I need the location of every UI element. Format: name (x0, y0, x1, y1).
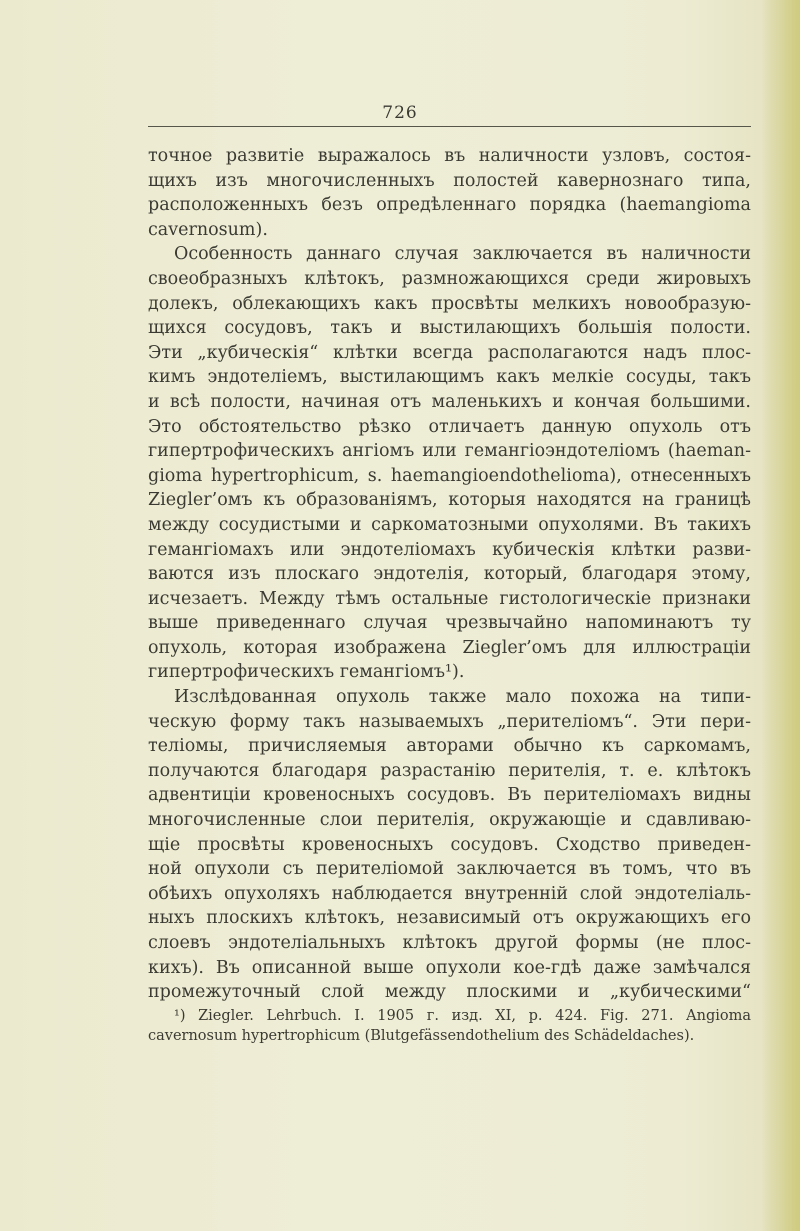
header-rule (148, 126, 751, 127)
text-line: расположенныхъ безъ опредѣленнаго порядка (haemangioma (148, 195, 751, 216)
text-line: своеобразныхъ клѣтокъ, размножающихся среди жировыхъ (148, 268, 751, 289)
text-line: Особенность даннаго случая заключается въ наличности (174, 244, 751, 265)
footnote-line: ¹) Ziegler. Lehrbuch. I. 1905 г. изд. XI, р. 424. Fig. 271. Angioma (174, 1008, 751, 1024)
text-line: гипертрофическихъ ангіомъ или гемангіоэндотеліомъ (haeman- (148, 441, 751, 462)
text-line: многочисленные слои перителія, окружающіе и сдавливаю- (148, 810, 751, 831)
text-line: кимъ эндотеліемъ, выстилающимъ какъ мелкіе сосуды, такъ (148, 367, 751, 388)
text-line: ваются изъ плоскаго эндотелія, который, благодаря этому, (148, 564, 751, 585)
text-line: исчезаетъ. Между тѣмъ остальные гистологическіе признаки (148, 588, 751, 609)
text-line: точное развитіе выражалось въ наличности узловъ, состоя- (148, 146, 751, 166)
text-line: между сосудистыми и саркоматозными опухолями. Въ такихъ (148, 514, 751, 535)
text-line: щихся сосудовъ, такъ и выстилающихъ большія полости. (148, 318, 751, 339)
text-line: Это обстоятельство рѣзко отличаетъ данную опухоль отъ (148, 416, 751, 437)
text-line: кихъ). Въ описанной выше опухоли кое-гдѣ даже замѣчался (148, 957, 751, 978)
page-number: 726 (382, 103, 418, 123)
text-line: cavernosum). (148, 219, 268, 240)
text-line: теліомы, причисляемыя авторами обычно къ саркомамъ, (148, 736, 751, 757)
text-line: долекъ, облекающихъ какъ просвѣты мелкихъ новообразую- (148, 293, 751, 314)
text-line: ной опухоли съ перителіомой заключается въ томъ, что въ (148, 859, 751, 880)
text-line: выше приведеннаго случая чрезвычайно напоминаютъ ту (148, 613, 751, 634)
text-line: обѣихъ опухоляхъ наблюдается внутренній слой эндотеліаль- (148, 883, 751, 904)
text-line: ныхъ плоскихъ клѣтокъ, независимый отъ окружающихъ его (148, 908, 751, 929)
text-line: gioma hypertrophicum, s. haemangioendothelioma), отнесенныхъ (148, 465, 751, 486)
text-line: Эти „кубическія“ клѣтки всегда располагаются надъ плос- (148, 342, 751, 363)
body-text (148, 144, 751, 1005)
text-line: гемангіомахъ или эндотеліомахъ кубическія клѣтки разви- (148, 539, 751, 560)
text-line: слоевъ эндотеліальныхъ клѣтокъ другой формы (не плос- (148, 933, 751, 953)
text-line: щіе просвѣты кровеносныхъ сосудовъ. Сходство приведен- (148, 834, 751, 855)
page-edge-stain (762, 0, 800, 1231)
text-line: ческую форму такъ называемыхъ „перителіомъ“. Эти пери- (148, 711, 751, 732)
text-line: опухоль, которая изображена Ziegler’омъ для иллюстраціи (148, 637, 751, 658)
text-line: Ziegler’омъ къ образованіямъ, которыя находятся на границѣ (148, 490, 751, 511)
text-line: Изслѣдованная опухоль также мало похожа на типи- (174, 687, 751, 708)
text-line: промежуточный слой между плоскими и „кубическими“ (148, 982, 751, 1003)
text-line: щихъ изъ многочисленныхъ полостей кавернознаго типа, (148, 170, 751, 191)
text-line: и всѣ полости, начиная отъ маленькихъ и кончая большими. (148, 391, 751, 412)
text-line: гипертрофическихъ гемангіомъ¹). (148, 662, 465, 683)
text-line: адвентиціи кровеносныхъ сосудовъ. Въ перителіомахъ видны (148, 785, 751, 806)
text-line: получаются благодаря разрастанію перителія, т. е. клѣтокъ (148, 760, 751, 781)
footnote-line: cavernosum hypertrophicum (Blutgefässendothelium des Schädeldaches). (148, 1028, 695, 1044)
footnote (148, 1006, 751, 1046)
